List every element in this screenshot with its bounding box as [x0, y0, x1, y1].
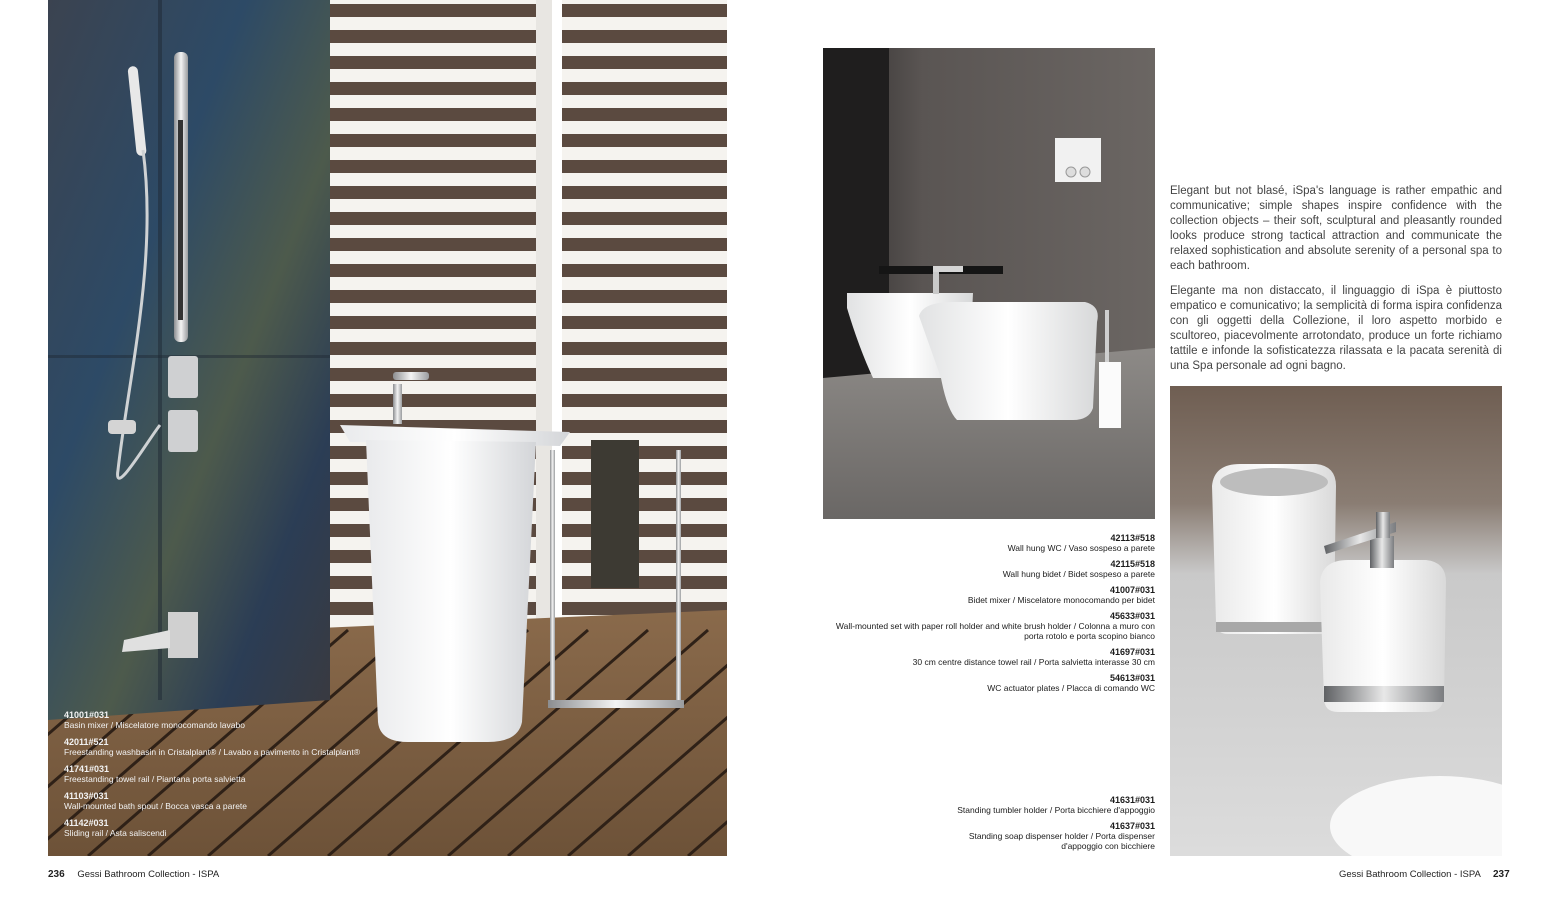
product-code: 41631#031: [1109, 795, 1155, 805]
blind-slat: [330, 264, 727, 277]
product-entry: [64, 764, 384, 784]
product-entry: [825, 585, 1155, 605]
product-code: 41697#031: [1109, 647, 1155, 657]
blind-slat: [330, 290, 727, 303]
product-code: 42011#521: [64, 737, 109, 747]
blind-slat: [330, 186, 727, 199]
photo-tumbler-soap-dispenser: [1170, 386, 1502, 856]
intro-text-english: Elegant but not blasé, iSpa's language is rather empathic and communicative; simple shapes inspire confidence with the collection objects – their soft, sculptural and pleasantly rounded looks produce strong tactical attraction and communicate the relaxed sophistication and absolute serenity of a personal spa to each bathroom.: [1170, 185, 1502, 272]
blind-slat: [330, 212, 727, 225]
product-code: 41741#031: [64, 764, 110, 774]
product-description: Wall hung WC / Vaso sospeso a parete: [1007, 543, 1155, 553]
hero-photo-washbasin: [48, 0, 727, 856]
blind-slat: [330, 394, 727, 407]
blind-slat: [330, 238, 727, 251]
blind-slat: [330, 342, 727, 355]
product-entry: [64, 791, 384, 811]
product-description: Bidet mixer / Miscelatore monocomando per bidet: [967, 595, 1155, 605]
product-entry: [955, 795, 1155, 815]
blind-slat: [330, 30, 727, 43]
blind-slat: [330, 4, 727, 17]
wc-scene-illustration: [823, 48, 1155, 519]
page-number: 237: [1492, 869, 1510, 880]
wc-product-codes: [825, 533, 1155, 699]
product-entry: [825, 533, 1155, 553]
product-code: 54613#031: [1109, 673, 1155, 683]
blind-slat: [330, 56, 727, 69]
product-code: 41001#031: [64, 710, 110, 720]
product-description: Sliding rail / Asta saliscendi: [64, 828, 167, 838]
product-entry: [825, 611, 1155, 641]
blind-slat: [330, 134, 727, 147]
product-code: 41007#031: [1109, 585, 1155, 595]
intro-text-italian: Elegante ma non distaccato, il linguaggio di iSpa è piuttosto empatico e comunicativo; la semplicità di forma ispira confidenza con gli oggetti della Collezione, il loro aspetto morbido e scultoreo, piacevolmente arrotondato, produce un forte richiamo tattile e infonde la sofisticatezza rilassata e la pacata serenità di una Spa personale ad ogni bagno.: [1170, 285, 1502, 372]
accessory-product-codes: [955, 795, 1155, 857]
product-description: Wall-mounted set with paper roll holder and white brush holder / Colonna a muro con porta rotolo e porta scopino bianco: [835, 621, 1155, 641]
product-description: 30 cm centre distance towel rail / Porta salvietta interasse 30 cm: [912, 657, 1155, 667]
product-description: WC actuator plates / Placca di comando WC: [987, 683, 1155, 693]
product-entry: [955, 821, 1155, 851]
product-entry: [64, 710, 384, 730]
left-product-codes: [64, 710, 384, 845]
accessory-scene-illustration: [1170, 386, 1502, 856]
product-code: 41637#031: [1109, 821, 1155, 831]
product-code: 41103#031: [64, 791, 109, 801]
product-description: Standing soap dispenser holder / Porta dispenser d'appoggio con bicchiere: [968, 831, 1155, 851]
product-description: Standing tumbler holder / Porta bicchiere d'appoggio: [957, 805, 1155, 815]
product-description: Basin mixer / Miscelatore monocomando lavabo: [64, 720, 245, 730]
product-entry: [825, 559, 1155, 579]
product-entry: [825, 647, 1155, 667]
product-description: Wall-mounted bath spout / Bocca vasca a parete: [64, 801, 248, 811]
product-description: Freestanding washbasin in Cristalplant® / Lavabo a pavimento in Cristalplant®: [64, 747, 361, 757]
blind-slat: [330, 160, 727, 173]
product-code: 42115#518: [1110, 559, 1155, 569]
left-page-footer: [48, 869, 219, 880]
product-description: Wall hung bidet / Bidet sospeso a parete: [1002, 569, 1155, 579]
right-page-footer: [1339, 869, 1510, 880]
blind-slat: [330, 316, 727, 329]
product-code: 45633#031: [1109, 611, 1155, 621]
page-number: 236: [48, 869, 65, 880]
product-code: 41142#031: [64, 818, 109, 828]
publication-title: Gessi Bathroom Collection - ISPA: [77, 869, 220, 880]
blind-slat: [330, 82, 727, 95]
blind-slat: [330, 108, 727, 121]
blind-slat: [330, 368, 727, 381]
product-code: 42113#518: [1110, 533, 1155, 543]
product-entry: [64, 737, 384, 757]
photo-wall-hung-wc-bidet: [823, 48, 1155, 519]
product-entry: [825, 673, 1155, 693]
product-description: Freestanding towel rail / Piantana porta salvietta: [64, 774, 246, 784]
publication-title: Gessi Bathroom Collection - ISPA: [1339, 869, 1481, 880]
product-entry: [64, 818, 384, 838]
